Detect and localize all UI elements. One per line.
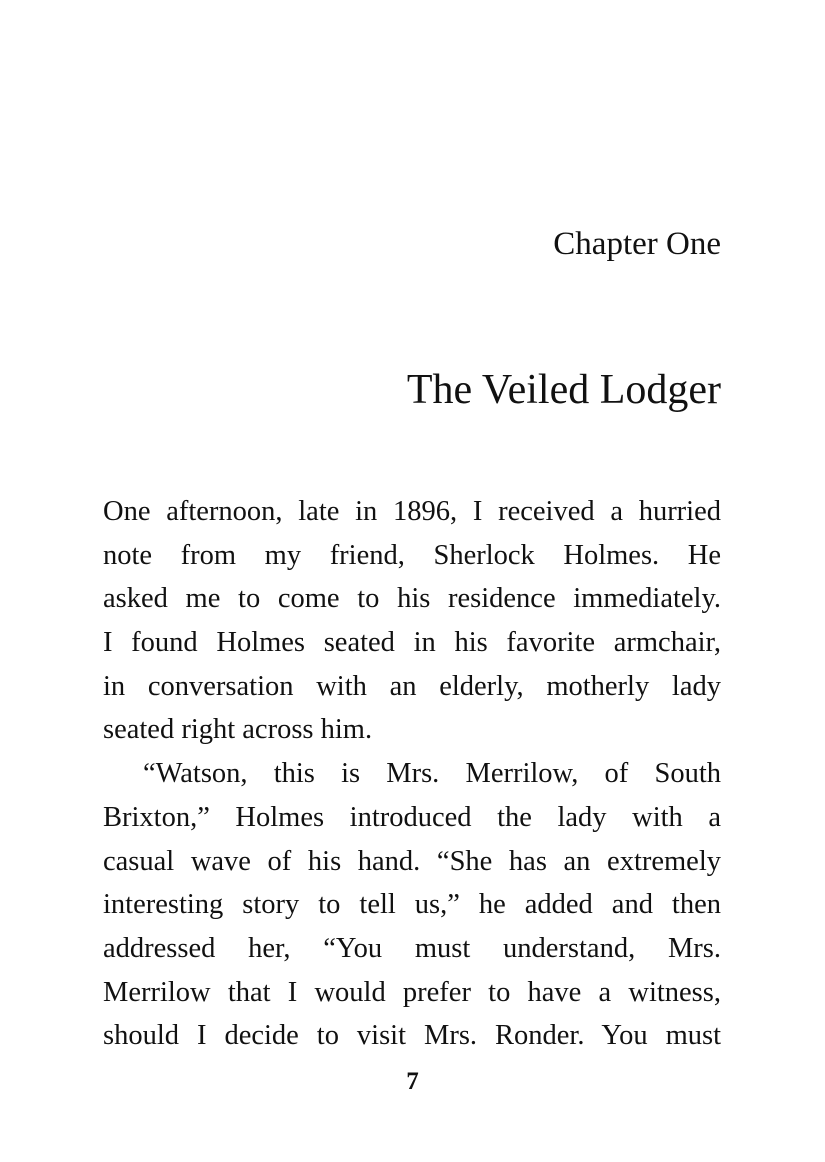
text-line: addressed her, “You must understand, Mrs. (103, 932, 721, 964)
paragraph-1 (103, 490, 721, 752)
paragraph-2 (103, 752, 721, 1058)
text-line: in conversation with an elderly, motherly lady (103, 670, 721, 702)
chapter-title: The Veiled Lodger (406, 367, 721, 413)
text-line: Merrilow that I would prefer to have a witness, (103, 976, 721, 1008)
text-line: Brixton,” Holmes introduced the lady with a (103, 801, 721, 833)
text-line: casual wave of his hand. “She has an extremely (103, 845, 721, 877)
text-line: seated right across him. (103, 714, 373, 746)
text-line: “Watson, this is Mrs. Merrilow, of South (143, 758, 721, 790)
body-text (103, 490, 721, 1058)
text-line: should I decide to visit Mrs. Ronder. You must (103, 1020, 721, 1052)
text-line: One afternoon, late in 1896, I received a hurried (103, 496, 721, 527)
page-number: 7 (406, 1068, 419, 1095)
text-line: asked me to come to his residence immediately. (103, 583, 721, 615)
text-line: I found Holmes seated in his favorite armchair, (103, 627, 721, 659)
text-line: interesting story to tell us,” he added and then (103, 889, 721, 921)
text-line: note from my friend, Sherlock Holmes. He (103, 539, 721, 571)
chapter-label: Chapter One (553, 226, 721, 262)
